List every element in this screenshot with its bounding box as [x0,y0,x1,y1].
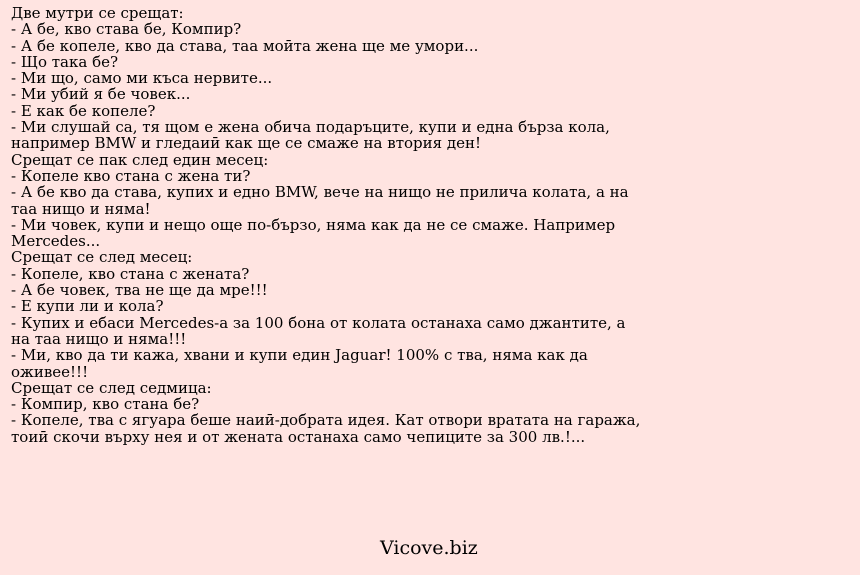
joke-line: - Копеле, кво стана с жената? [11,264,250,283]
joke-line: - А бе, кво става бе, Компир? [11,20,242,39]
joke-line: - Е купи ли и кола? [11,297,164,316]
joke-line: - Е как бе копеле? [11,101,156,120]
joke-line: - Ми човек, купи и нещо още по-бързо, няма как да не се смаже. Например [11,215,616,234]
joke-line: например BMW и гледаиӣ как ще се смаже на втория ден! [11,134,481,153]
joke-line: Срещат се след седмица: [11,378,212,397]
site-watermark: Vicove.biz [380,537,478,559]
joke-line: - А бе копеле, кво да става, таа моӣта жена ще ме умори... [11,36,479,55]
joke-line: таа нищо и няма! [11,199,151,218]
joke-line: Срещат се пак след един месец: [11,150,269,169]
joke-line: - Ми слушай са, тя щом е жена обича подаръците, купи и една бърза кола, [11,118,610,137]
joke-line: Срещат се след месец: [11,248,193,267]
joke-text [11,5,851,445]
joke-line: на таа нищо и няма!!! [11,329,187,348]
joke-line: - А бе кво да става, купих и едно BMW, вече на нищо не прилича колата, а на [11,183,629,202]
joke-line: - Купих и ебаси Mercedes-а за 100 бона от колата останаха само джантите, а [11,313,626,332]
joke-line: - Копеле, тва с ягуара беше наиӣ-добрата идея. Кат отвори вратата на гаража, [11,411,641,430]
joke-line: - Компир, кво стана бе? [11,395,200,414]
joke-line: - Ми що, само ми къса нервите... [11,69,273,88]
joke-line: оживее!!! [11,362,89,381]
joke-line: - Що така бе? [11,52,119,71]
joke-line: - Ми, кво да ти кажа, хвани и купи един Jaguar! 100% с тва, няма как да [11,346,588,365]
joke-line: тоиӣ скочи върху нея и от жената останаха само чепиците за 300 лв.!... [11,427,586,446]
joke-line: - Ми убий я бе човек... [11,85,191,104]
joke-line: Mercedes... [11,232,101,251]
joke-line: - А бе човек, тва не ще да мре!!! [11,281,268,300]
joke-line: Две мутри се срещат: [11,4,184,22]
joke-line: - Копеле кво стана с жена ти? [11,166,251,185]
